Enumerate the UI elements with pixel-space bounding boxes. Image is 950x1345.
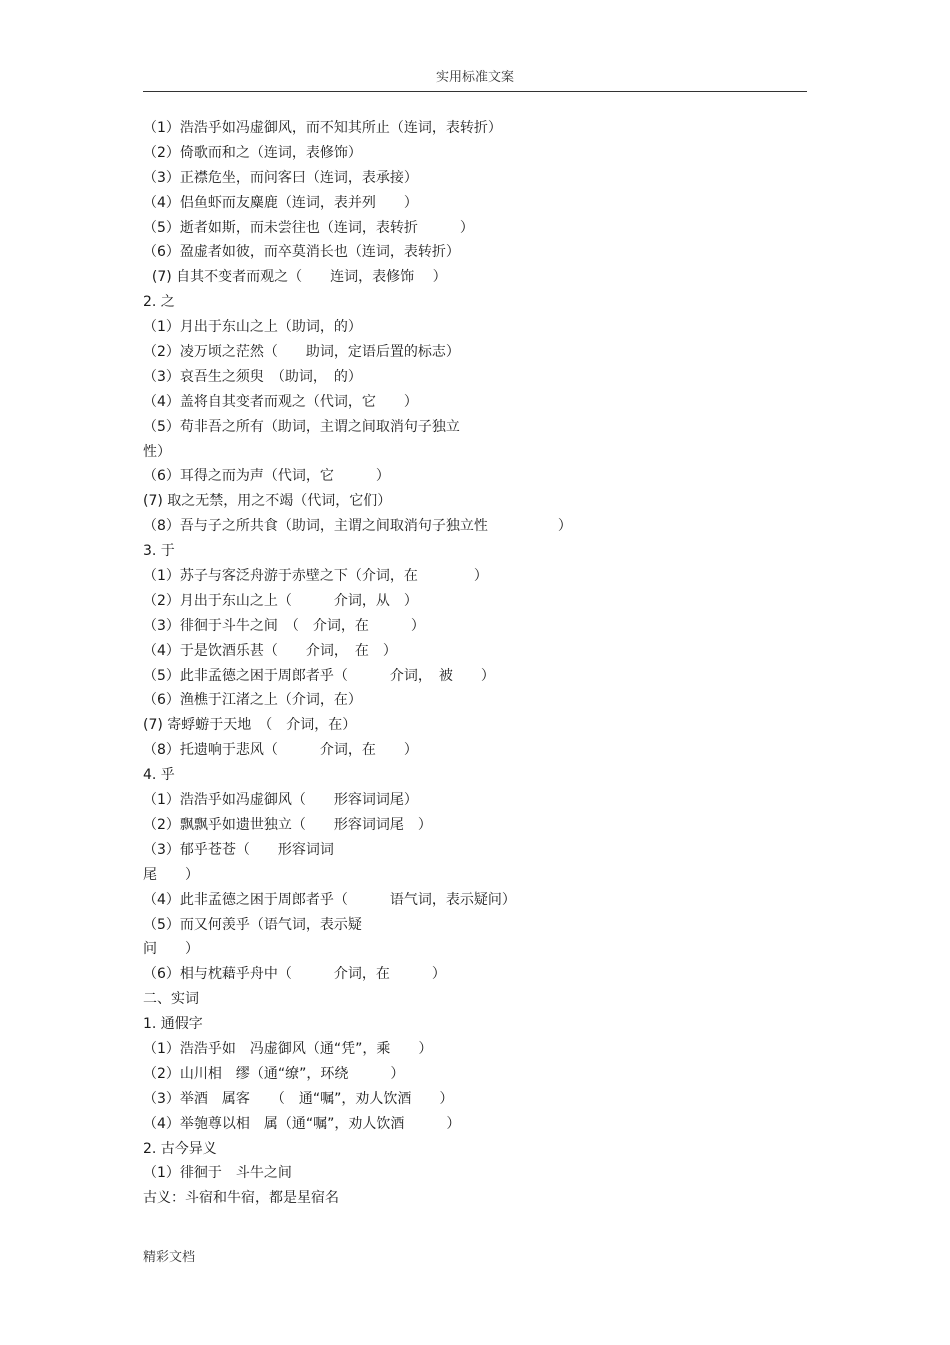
text-line: （1）浩浩乎如 冯虚御风（通“凭”，乘 ） xyxy=(143,1040,433,1057)
text-line: (7) 寄蜉蝣于天地 （ 介词，在） xyxy=(143,717,357,734)
text-line: 二、实词 xyxy=(143,991,199,1008)
text-line: （6）相与枕藉乎舟中（ 介词，在 ） xyxy=(143,966,446,983)
text-line: （4）侣鱼虾而友麋鹿（连词，表并列 ） xyxy=(143,194,418,211)
page-header-title: 实用标准文案 xyxy=(435,70,514,85)
text-line: 2. 之 xyxy=(143,294,175,311)
text-line: 性） xyxy=(143,443,171,460)
text-line: （5）苟非吾之所有（助词，主谓之间取消句子独立 xyxy=(143,418,460,435)
text-line: (7) 取之无禁，用之不竭（代词，它们） xyxy=(143,493,392,510)
text-line: （1）浩浩乎如冯虚御风（ 形容词词尾） xyxy=(143,792,418,809)
text-line: （3）徘徊于斗牛之间 （ 介词，在 ） xyxy=(143,617,425,634)
text-line: （4）于是饮酒乐甚（ 介词， 在 ） xyxy=(143,642,397,659)
text-line: （1）浩浩乎如冯虚御风，而不知其所止（连词，表转折） xyxy=(143,120,502,136)
text-line: （6）耳得之而为声（代词，它 ） xyxy=(143,468,390,485)
text-line: （4）此非孟德之困于周郎者乎（ 语气词，表示疑问） xyxy=(143,891,516,908)
text-line: （6）渔樵于江渚之上（介词，在） xyxy=(143,692,362,709)
text-line: （4）举匏尊以相 属（通“嘱”，劝人饮酒 ） xyxy=(143,1115,461,1132)
text-line: 1. 通假字 xyxy=(143,1016,203,1033)
text-line: （2）凌万顷之茫然（ 助词，定语后置的标志） xyxy=(143,344,460,361)
text-line: （3）哀吾生之须臾 （助词， 的） xyxy=(143,368,362,385)
text-line: （4）盖将自其变者而观之（代词，它 ） xyxy=(143,393,418,410)
text-line: （2）飘飘乎如遗世独立（ 形容词词尾 ） xyxy=(143,816,432,833)
text-line: （8）吾与子之所共食（助词，主谓之间取消句子独立性 ） xyxy=(143,518,572,535)
text-line: （5）逝者如斯，而未尝往也（连词，表转折 ） xyxy=(143,219,474,236)
text-line: 古义：斗宿和牛宿，都是星宿名 xyxy=(143,1190,339,1207)
text-line: （5）此非孟德之困于周郎者乎（ 介词， 被 ） xyxy=(143,667,495,684)
text-line: （1）苏子与客泛舟游于赤壁之下（介词，在 ） xyxy=(143,568,488,585)
text-line: （8）托遗响于悲风（ 介词，在 ） xyxy=(143,742,418,759)
text-line: （3）郁乎苍苍（ 形容词词 xyxy=(143,841,334,858)
text-line: 尾 ） xyxy=(143,866,199,883)
document-body xyxy=(143,116,807,1211)
text-line: （3）正襟危坐，而问客曰（连词，表承接） xyxy=(143,169,418,186)
text-line: 问 ） xyxy=(143,941,199,958)
page-footer-text: 精彩文档 xyxy=(143,1250,196,1265)
text-line: （1）月出于东山之上（助词，的） xyxy=(143,319,362,336)
text-line: (7) 自其不变者而观之（ 连词，表修饰 ） xyxy=(143,269,447,286)
text-line: （2）山川相 缪（通“缭”，环绕 ） xyxy=(143,1065,405,1082)
text-line: （5）而又何羡乎（语气词，表示疑 xyxy=(143,916,362,933)
text-line: （2）月出于东山之上（ 介词，从 ） xyxy=(143,592,418,609)
text-line: （1）徘徊于 斗牛之间 xyxy=(143,1165,292,1182)
text-line: 4. 乎 xyxy=(143,767,175,784)
text-line: 3. 于 xyxy=(143,543,175,560)
text-line: （2）倚歌而和之（连词，表修饰） xyxy=(143,144,362,161)
text-line: （6）盈虚者如彼，而卒莫消长也（连词，表转折） xyxy=(143,244,460,261)
header-rule xyxy=(143,91,807,92)
text-line: （3）举酒 属客 （ 通“嘱”，劝人饮酒 ） xyxy=(143,1090,454,1107)
text-line: 2. 古今异义 xyxy=(143,1140,217,1157)
